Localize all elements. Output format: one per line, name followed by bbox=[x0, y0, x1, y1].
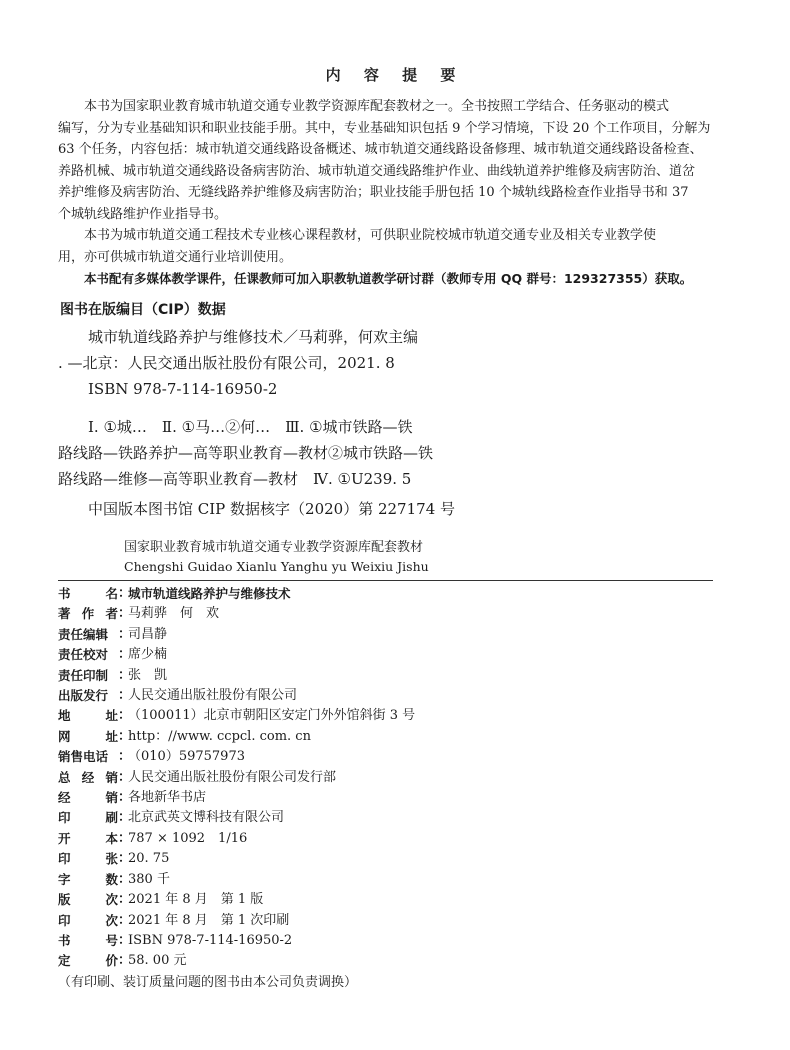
row-label bbox=[58, 625, 118, 645]
copyright-row bbox=[58, 747, 738, 767]
row-label-char: 版 bbox=[58, 892, 71, 908]
row-label bbox=[58, 849, 118, 869]
copyright-row bbox=[58, 706, 738, 726]
cip-title-line: 城市轨道线路养护与维修技术／马莉骅，何欢主编 bbox=[88, 328, 419, 346]
row-label-char: 者 bbox=[105, 606, 118, 622]
row-label bbox=[58, 645, 118, 665]
row-label bbox=[58, 747, 118, 767]
row-label-char: 本 bbox=[105, 830, 118, 846]
row-label-char: 总 bbox=[58, 769, 71, 785]
row-colon: ： bbox=[118, 667, 132, 683]
row-label-char: 张 bbox=[105, 851, 118, 867]
row-colon: ： bbox=[118, 728, 132, 744]
row-label-char: 印 bbox=[58, 912, 71, 928]
row-label-char: 销售电话 bbox=[58, 749, 109, 765]
cip-publisher-line: . —北京：人民交通出版社股份有限公司，2021. 8 bbox=[58, 354, 395, 372]
row-value: 人民交通出版社股份有限公司 bbox=[128, 688, 298, 704]
row-value: 各地新华书店 bbox=[128, 790, 207, 806]
copyright-row bbox=[58, 911, 738, 931]
row-label bbox=[58, 706, 118, 726]
series-name: 国家职业教育城市轨道交通专业教学资源库配套教材 bbox=[124, 540, 424, 555]
title-pinyin: Chengshi Guidao Xianlu Yanghu yu Weixiu Jishu bbox=[124, 559, 429, 574]
cip-record-number: 中国版本图书馆 CIP 数据核字（2020）第 227174 号 bbox=[88, 500, 456, 518]
row-colon: ： bbox=[118, 626, 132, 642]
row-label-char: 名 bbox=[105, 586, 118, 601]
cip-heading: 图书在版编目（CIP）数据 bbox=[60, 302, 226, 318]
cip-subject-line: Ⅰ. ①城… Ⅱ. ①马…②何… Ⅲ. ①城市铁路—铁 bbox=[88, 418, 413, 436]
row-colon: ： bbox=[118, 586, 132, 601]
row-colon: ： bbox=[118, 892, 132, 908]
copyright-row bbox=[58, 666, 738, 686]
row-label-char: 址 bbox=[105, 728, 118, 744]
summary-line: 本书为国家职业教育城市轨道交通专业教学资源库配套教材之一。全书按照工学结合、任务驱动的模式 bbox=[84, 99, 670, 114]
row-label bbox=[58, 686, 118, 706]
row-colon: ： bbox=[118, 810, 132, 826]
copyright-row bbox=[58, 931, 738, 951]
row-label-char: 著 bbox=[58, 606, 71, 622]
copyright-row bbox=[58, 727, 738, 747]
row-value: 2021 年 8 月 第 1 次印刷 bbox=[128, 912, 290, 928]
row-value: 马莉骅 何 欢 bbox=[128, 606, 220, 622]
row-label-char: 址 bbox=[105, 708, 118, 724]
quality-note: （有印刷、装订质量问题的图书由本公司负责调换） bbox=[58, 974, 358, 990]
row-label-char: 销 bbox=[105, 790, 118, 806]
summary-line: 用，亦可供城市轨道交通行业培训使用。 bbox=[58, 249, 293, 265]
copyright-row bbox=[58, 890, 738, 910]
row-colon: ： bbox=[118, 749, 132, 765]
row-colon: ： bbox=[118, 830, 132, 846]
row-colon: ： bbox=[118, 953, 132, 969]
row-value: 席少楠 bbox=[128, 647, 168, 663]
row-label-char: 作 bbox=[81, 606, 95, 622]
summary-line: 63 个任务，内容包括：城市轨道交通线路设备概述、城市轨道交通线路设备修理、城市轨道交通线路设备检查、 bbox=[58, 142, 703, 157]
courseware-note: 本书配有多媒体教学课件，任课教师可加入职教轨道教学研讨群（教师专用 QQ 群号：129327355）获取。 bbox=[84, 271, 693, 286]
row-value: 北京武英文博科技有限公司 bbox=[128, 810, 285, 826]
row-value: 20. 75 bbox=[128, 851, 170, 867]
row-colon: ： bbox=[118, 851, 132, 867]
row-value: 城市轨道线路养护与维修技术 bbox=[128, 586, 291, 601]
row-value: 380 千 bbox=[128, 871, 170, 887]
row-label-char: 字 bbox=[58, 871, 71, 887]
row-value: 58. 00 元 bbox=[128, 953, 187, 969]
row-label-char: 书 bbox=[58, 932, 71, 948]
row-value: 2021 年 8 月 第 1 版 bbox=[128, 892, 264, 908]
summary-line: 养护维修及病害防治、无缝线路养护维修及病害防治；职业技能手册包括 10 个城轨线路检查作业指导书和 37 bbox=[58, 185, 689, 200]
copyright-row bbox=[58, 870, 738, 890]
row-label-char: 责任校对 bbox=[58, 647, 109, 663]
summary-line: 个城轨线路维护作业指导书。 bbox=[58, 206, 228, 222]
row-label-char: 地 bbox=[58, 708, 71, 724]
row-label bbox=[58, 808, 118, 828]
row-value: （100011）北京市朝阳区安定门外外馆斜街 3 号 bbox=[128, 708, 416, 724]
row-label bbox=[58, 727, 118, 747]
row-colon: ： bbox=[118, 790, 132, 806]
row-value: 张 凯 bbox=[128, 667, 168, 683]
row-colon: ： bbox=[118, 932, 132, 948]
row-label bbox=[58, 666, 118, 686]
row-label-char: 印 bbox=[58, 851, 71, 867]
row-value: 787 × 1092 1/16 bbox=[128, 830, 248, 846]
copyright-row bbox=[58, 686, 738, 706]
row-label bbox=[58, 911, 118, 931]
copyright-row bbox=[58, 808, 738, 828]
row-label-char: 印 bbox=[58, 810, 71, 826]
row-label bbox=[58, 931, 118, 951]
row-colon: ： bbox=[118, 769, 132, 785]
copyright-row bbox=[58, 768, 738, 788]
row-label-char: 网 bbox=[58, 728, 71, 744]
row-label bbox=[58, 951, 118, 971]
copyright-row bbox=[58, 951, 738, 971]
copyright-row bbox=[58, 604, 738, 624]
row-colon: ： bbox=[118, 871, 132, 887]
row-label bbox=[58, 768, 118, 788]
row-value: 人民交通出版社股份有限公司发行部 bbox=[128, 769, 337, 785]
row-label-char: 次 bbox=[105, 912, 118, 928]
row-label bbox=[58, 604, 118, 624]
row-colon: ： bbox=[118, 912, 132, 928]
row-colon: ： bbox=[118, 708, 132, 724]
summary-line: 本书为城市轨道交通工程技术专业核心课程教材，可供职业院校城市轨道交通专业及相关专业教学使 bbox=[84, 228, 657, 243]
row-label-char: 责任编辑 bbox=[58, 626, 109, 642]
row-label-char: 次 bbox=[105, 892, 118, 908]
copyright-row bbox=[58, 584, 738, 604]
cip-isbn-line: ISBN 978-7-114-16950-2 bbox=[88, 380, 278, 398]
copyright-block bbox=[58, 538, 738, 993]
row-label-char: 数 bbox=[105, 871, 118, 887]
summary-text bbox=[58, 96, 738, 290]
cip-subject-line: 路线路—铁路养护—高等职业教育—教材②城市铁路—铁 bbox=[58, 444, 434, 462]
row-label bbox=[58, 870, 118, 890]
copyright-row bbox=[58, 625, 738, 645]
copyright-row bbox=[58, 645, 738, 665]
row-value: 司昌静 bbox=[128, 626, 168, 642]
summary-line: 养路机械、城市轨道交通线路设备病害防治、城市轨道交通线路维护作业、曲线轨道养护维修及病害防治、道岔 bbox=[58, 163, 696, 179]
row-value: （010）59757973 bbox=[128, 749, 245, 765]
row-colon: ： bbox=[118, 606, 132, 622]
row-label-char: 经 bbox=[58, 790, 71, 806]
row-colon: ： bbox=[118, 688, 132, 704]
row-label bbox=[58, 584, 118, 604]
row-label-char: 号 bbox=[105, 932, 118, 948]
row-label bbox=[58, 890, 118, 910]
divider bbox=[58, 580, 713, 581]
row-label-char: 经 bbox=[81, 769, 95, 785]
copyright-rows bbox=[58, 584, 738, 972]
row-value: http：//www. ccpcl. com. cn bbox=[128, 728, 311, 744]
row-label-char: 开 bbox=[58, 830, 71, 846]
row-colon: ： bbox=[118, 647, 132, 663]
cip-subject-line: 路线路—维修—高等职业教育—教材 Ⅳ. ①U239. 5 bbox=[58, 470, 412, 488]
row-label-char: 书 bbox=[58, 586, 71, 601]
summary-title: 内 容 提 要 bbox=[325, 66, 465, 84]
copyright-row bbox=[58, 788, 738, 808]
row-label bbox=[58, 788, 118, 808]
row-label-char: 定 bbox=[58, 953, 71, 969]
copyright-row bbox=[58, 829, 738, 849]
row-label-char: 价 bbox=[105, 953, 118, 969]
row-value: ISBN 978-7-114-16950-2 bbox=[128, 932, 293, 948]
row-label-char: 销 bbox=[105, 769, 118, 785]
row-label-char: 刷 bbox=[105, 810, 118, 826]
row-label-char: 责任印制 bbox=[58, 667, 109, 683]
row-label-char: 出版发行 bbox=[58, 688, 109, 704]
copyright-row bbox=[58, 849, 738, 869]
row-label bbox=[58, 829, 118, 849]
summary-line: 编写，分为专业基础知识和职业技能手册。其中，专业基础知识包括 9 个学习情境，下设 20 个工作项目，分解为 bbox=[58, 120, 711, 136]
cip-block bbox=[58, 324, 518, 522]
